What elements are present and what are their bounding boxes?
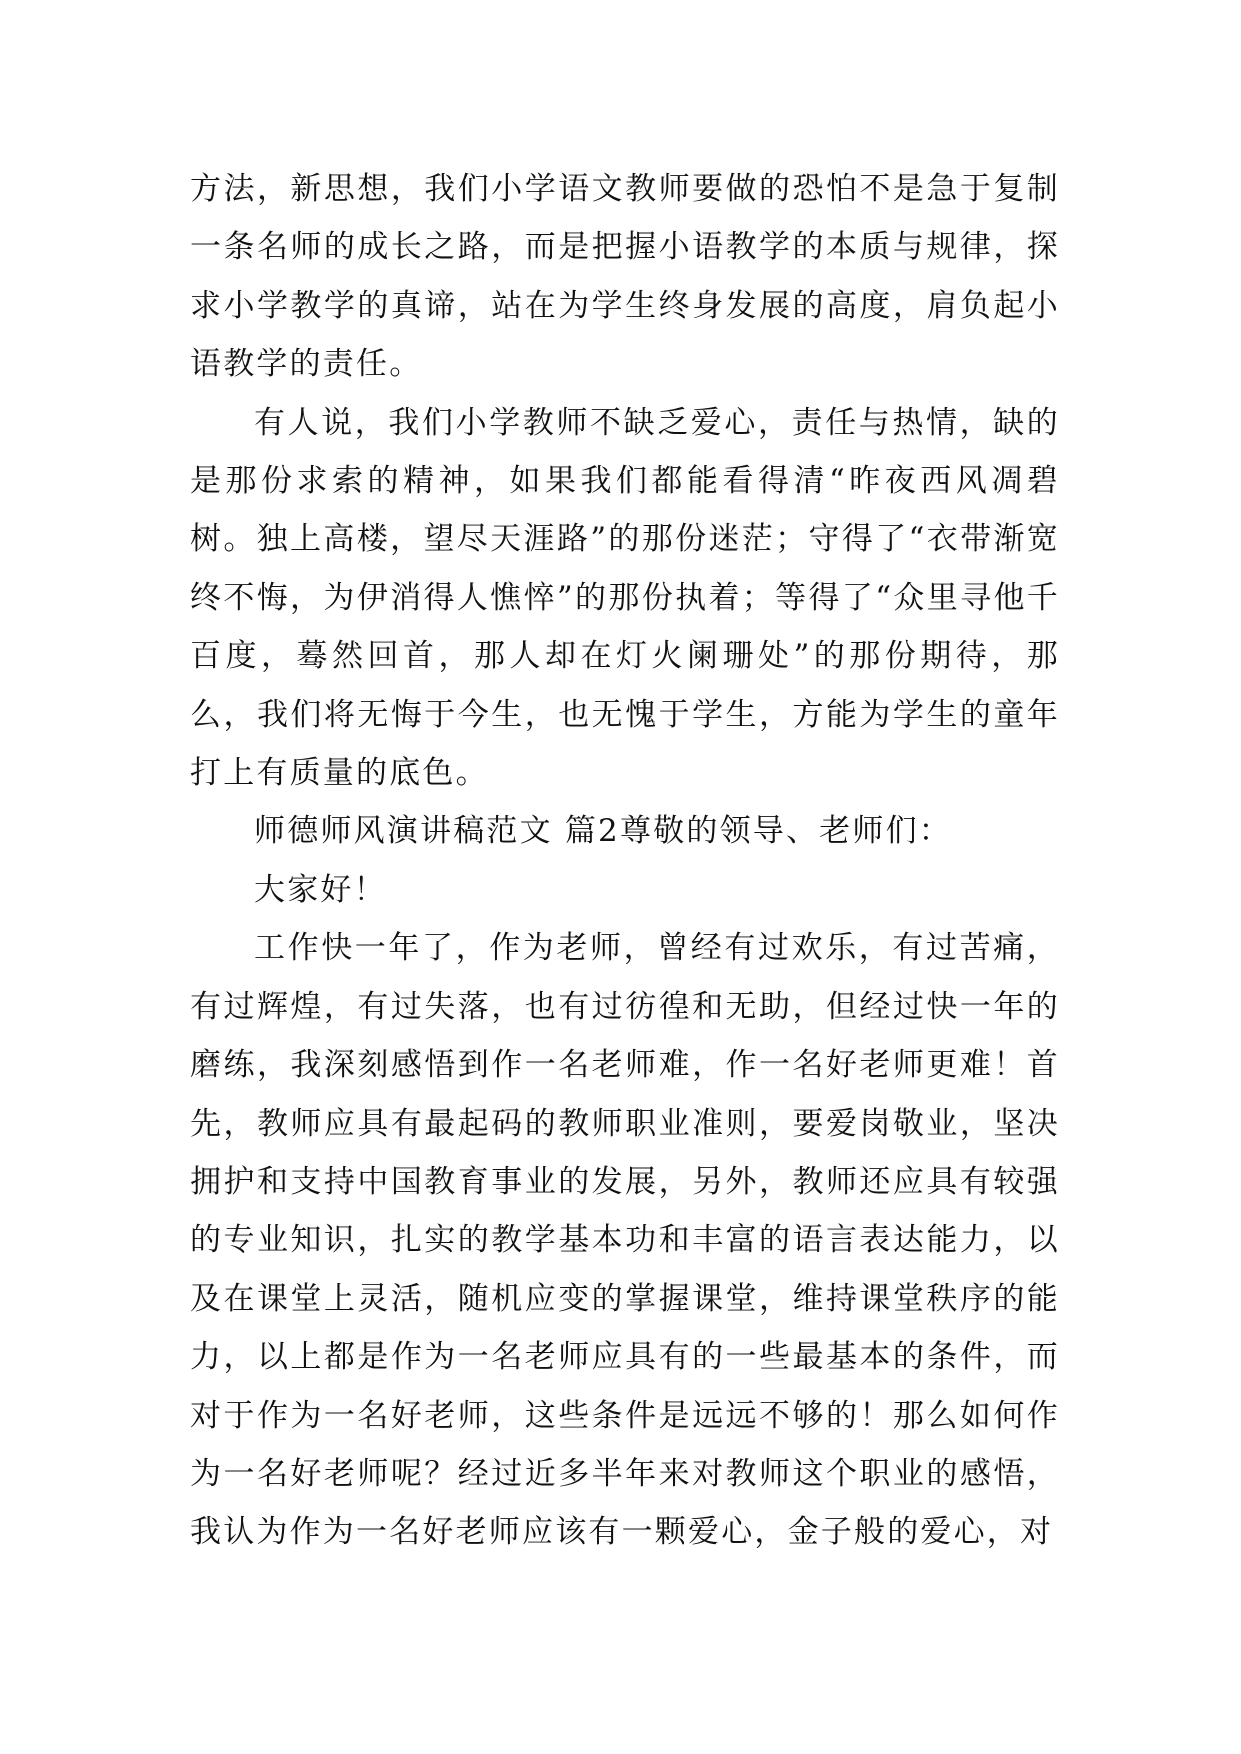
section-heading-speech-2: 师德师风演讲稿范文 篇2尊敬的领导、老师们： — [254, 813, 952, 850]
paragraph-seeking-spirit: 有人说，我们小学教师不缺乏爱心，责任与热情，缺的是那份求索的精神，如果我们都能看得清“昨夜西风凋碧树。独上高楼，望尽天涯路”的那份迷茫；守得了“衣带渐宽终不悔，为伊消得人憔悴”的那份执着；等得了“众里寻他千百度，蓦然回首，那人却在灯火阑珊处”的那份期待，那么，我们将无悔于今生，也无愧于学生，方能为学生的童年打上有质量的底色。 — [190, 404, 1060, 792]
paragraph-continuation: 方法，新思想，我们小学语文教师要做的恐怕不是急于复制一条名师的成长之路，而是把握小语教学的本质与规律，探求小学教学的真谛，站在为学生终身发展的高度，肩负起小语教学的责任。 — [190, 171, 1060, 383]
paragraph-teaching-year: 工作快一年了，作为老师，曾经有过欢乐，有过苦痛，有过辉煌，有过失落，也有过彷徨和无助，但经过快一年的磨练，我深刻感悟到作一名老师难，作一名好老师更难！首先，教师应具有最起码的教师职业准则，要爱岗敬业，坚决拥护和支持中国教育事业的发展，另外，教师还应具有较强的专业知识，扎实的教学基本功和丰富的语言表达能力，以及在课堂上灵活，随机应变的掌握课堂，维持课堂秩序的能力，以上都是作为一名老师应具有的一些最基本的条件，而对于作为一名好老师，这些条件是远远不够的！那么如何作为一名好老师呢？经过近多半年来对教师这个职业的感悟，我认为作为一名好老师应该有一颗爱心，金子般的爱心，对 — [190, 930, 1060, 1551]
document-body — [190, 160, 1060, 1562]
greeting-line: 大家好！ — [254, 871, 387, 908]
